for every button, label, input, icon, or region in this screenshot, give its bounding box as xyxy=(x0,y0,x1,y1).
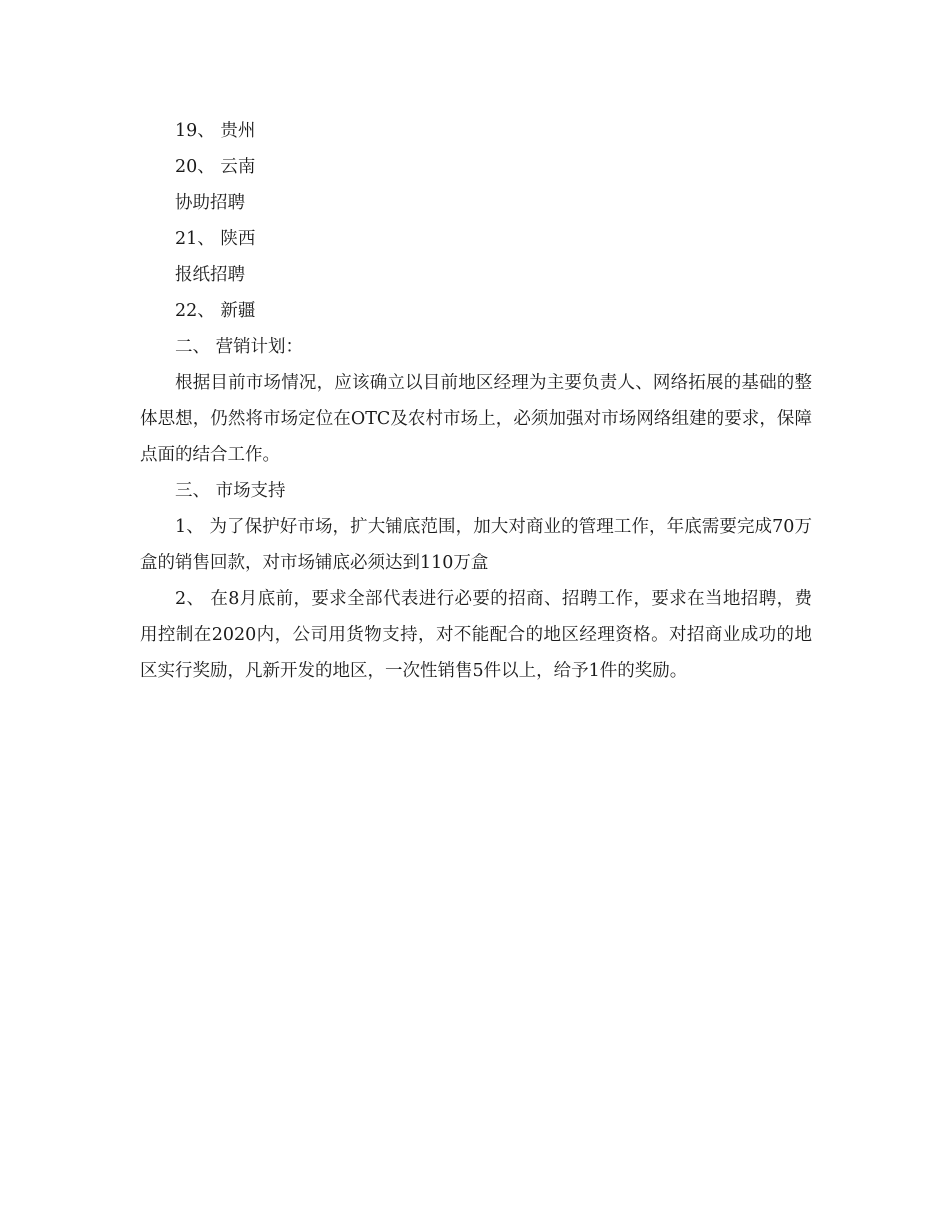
market-support-item-1: 1、 为了保护好市场，扩大铺底范围，加大对商业的管理工作，年底需要完成70万盒的销售回款，对市场铺底必须达到110万盒 xyxy=(140,517,812,573)
list-item-assist-recruit: 协助招聘 xyxy=(175,193,245,213)
section-heading-marketing-plan: 二、 营销计划： xyxy=(175,337,304,357)
list-item-yunnan: 20、 云南 xyxy=(175,157,256,177)
section-heading-market-support: 三、 市场支持 xyxy=(175,481,286,501)
market-support-item-2: 2、 在8月底前，要求全部代表进行必要的招商、招聘工作，要求在当地招聘，费用控制在2020内，公司用货物支持，对不能配合的地区经理资格。对招商业成功的地区实行奖励，凡新开发的地区，一次性销售5件以上，给予1件的奖励。 xyxy=(140,589,812,681)
list-item-guizhou: 19、 贵州 xyxy=(175,121,256,141)
section-paragraph-marketing-plan: 根据目前市场情况，应该确立以目前地区经理为主要负责人、网络拓展的基础的整体思想，仍然将市场定位在OTC及农村市场上，必须加强对市场网络组建的要求，保障点面的结合工作。 xyxy=(140,373,812,465)
list-item-xinjiang: 22、 新疆 xyxy=(175,301,256,321)
list-item-newspaper-recruit: 报纸招聘 xyxy=(175,265,245,285)
document-body xyxy=(140,113,812,689)
list-item-shaanxi: 21、 陕西 xyxy=(175,229,256,249)
